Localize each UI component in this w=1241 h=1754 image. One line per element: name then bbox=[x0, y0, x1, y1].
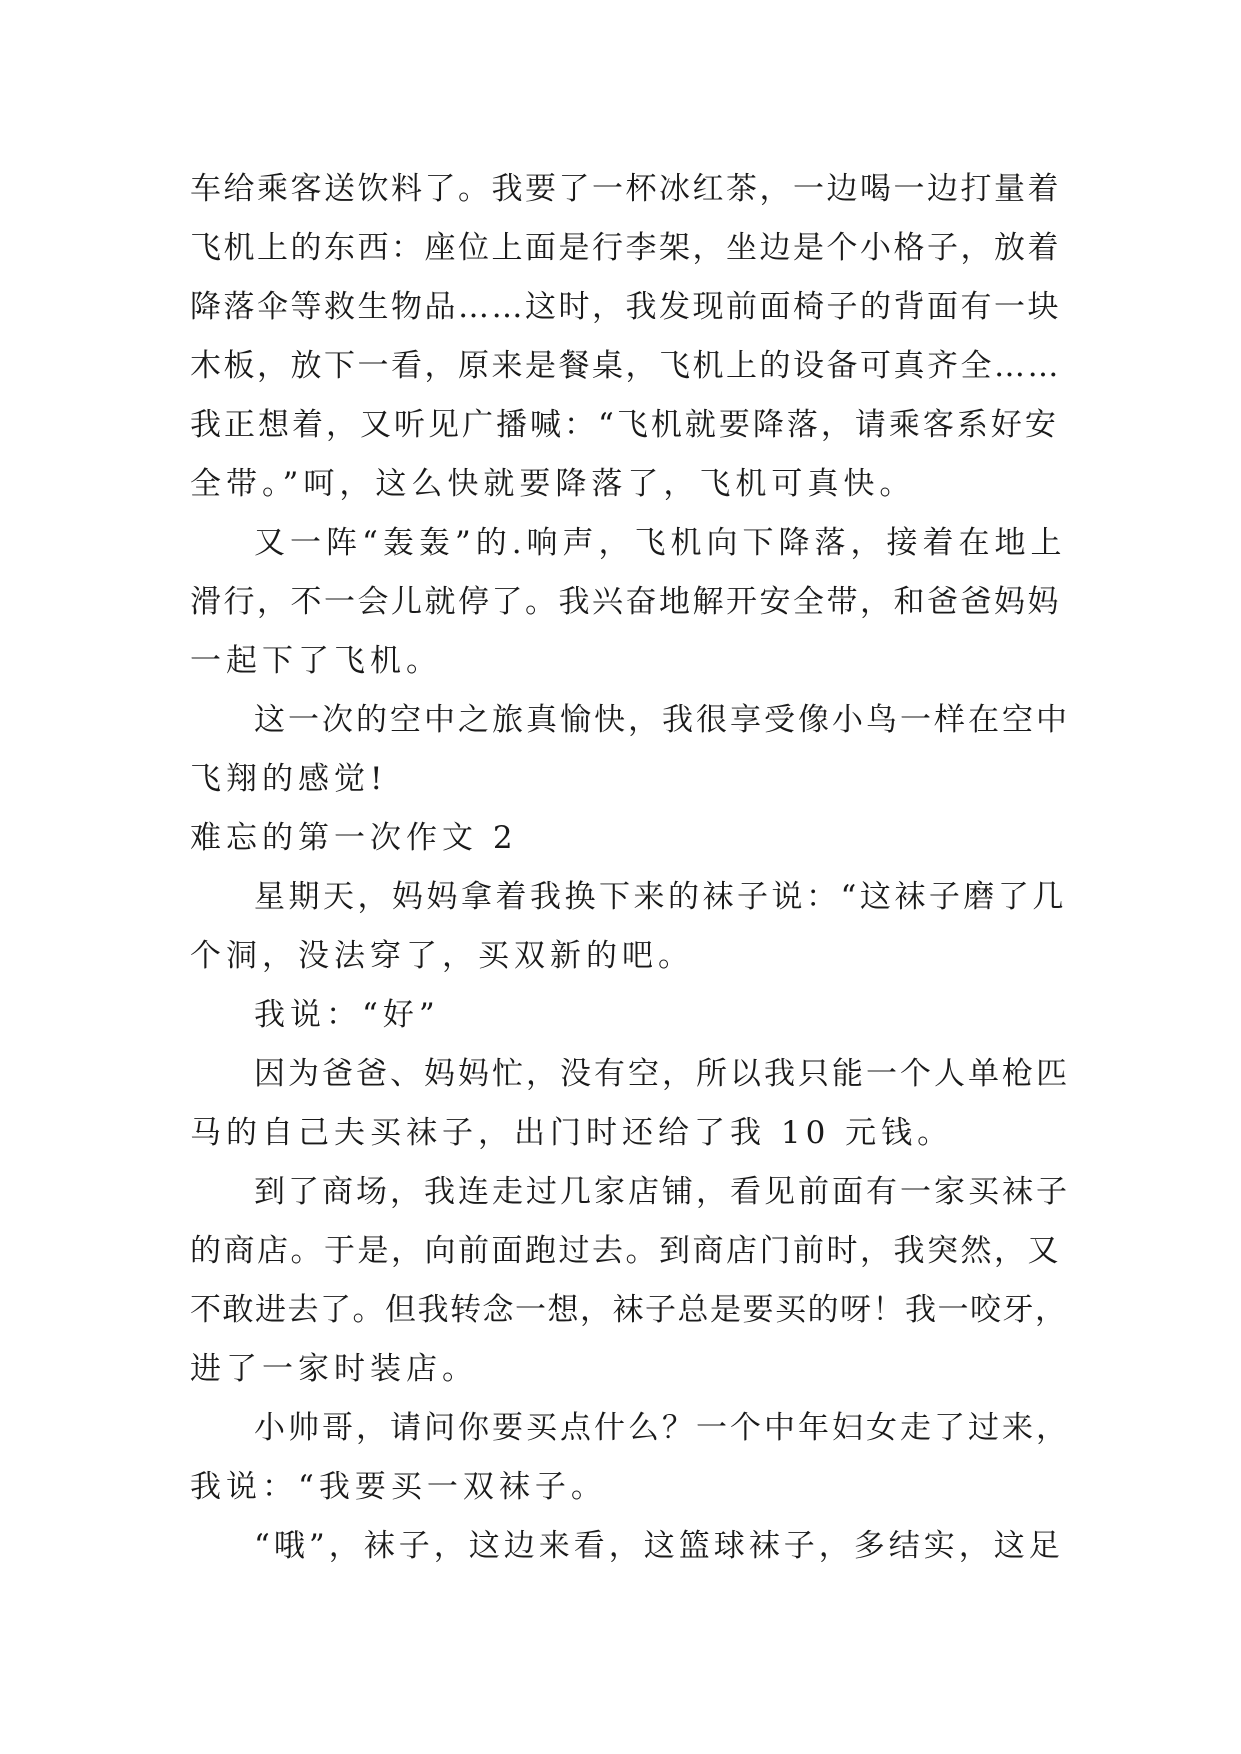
text-line: 又一阵“轰轰”的.响声，飞机向下降落，接着在地上 bbox=[254, 525, 1067, 561]
text-line: 飞翔的感觉! bbox=[190, 761, 388, 797]
text-line: 不敢进去了。但我转念一想，袜子总是要买的呀！我一咬牙， bbox=[190, 1292, 1068, 1328]
text-line: 星期天，妈妈拿着我换下来的袜子说：“这袜子磨了几 bbox=[254, 879, 1067, 915]
text-line: 木板，放下一看，原来是餐桌，飞机上的设备可真齐全…… bbox=[190, 348, 1061, 384]
section-heading: 难忘的第一次作文 2 bbox=[190, 820, 518, 856]
text-line: 我说：“好” bbox=[254, 997, 440, 1033]
text-line: 个洞，没法穿了，买双新的吧。 bbox=[190, 938, 694, 974]
text-line: 滑行，不一会儿就停了。我兴奋地解开安全带，和爸爸妈妈 bbox=[190, 584, 1061, 620]
text-line: 这一次的空中之旅真愉快，我很享受像小鸟一样在空中 bbox=[254, 702, 1070, 738]
text-line: 降落伞等救生物品……这时，我发现前面椅子的背面有一块 bbox=[190, 289, 1061, 325]
text-line: 进了一家时装店。 bbox=[190, 1351, 478, 1387]
text-line: 我说：“我要买一双袜子。 bbox=[190, 1469, 607, 1505]
text-line: 我正想着，又听见广播喊：“飞机就要降落，请乘客系好安 bbox=[190, 407, 1059, 443]
text-line: “哦”，袜子，这边来看，这篮球袜子，多结实，这足 bbox=[254, 1528, 1064, 1564]
text-line: 车给乘客送饮料了。我要了一杯冰红茶，一边喝一边打量着 bbox=[190, 171, 1061, 207]
text-line: 到了商场，我连走过几家店铺，看见前面有一家买袜子 bbox=[254, 1174, 1070, 1210]
text-line: 飞机上的东西：座位上面是行李架，坐边是个小格子，放着 bbox=[190, 230, 1061, 266]
text-line: 全带。”呵，这么快就要降落了，飞机可真快。 bbox=[190, 466, 916, 502]
text-line: 一起下了飞机。 bbox=[190, 643, 442, 679]
text-line: 的商店。于是，向前面跑过去。到商店门前时，我突然，又 bbox=[190, 1233, 1061, 1269]
text-line: 小帅哥，请问你要买点什么？一个中年妇女走了过来， bbox=[254, 1410, 1070, 1446]
text-line: 马的自己夫买袜子，出门时还给了我 10 元钱。 bbox=[190, 1115, 954, 1151]
document-body bbox=[190, 160, 1070, 1576]
text-line: 因为爸爸、妈妈忙，没有空，所以我只能一个人单枪匹 bbox=[254, 1056, 1070, 1092]
